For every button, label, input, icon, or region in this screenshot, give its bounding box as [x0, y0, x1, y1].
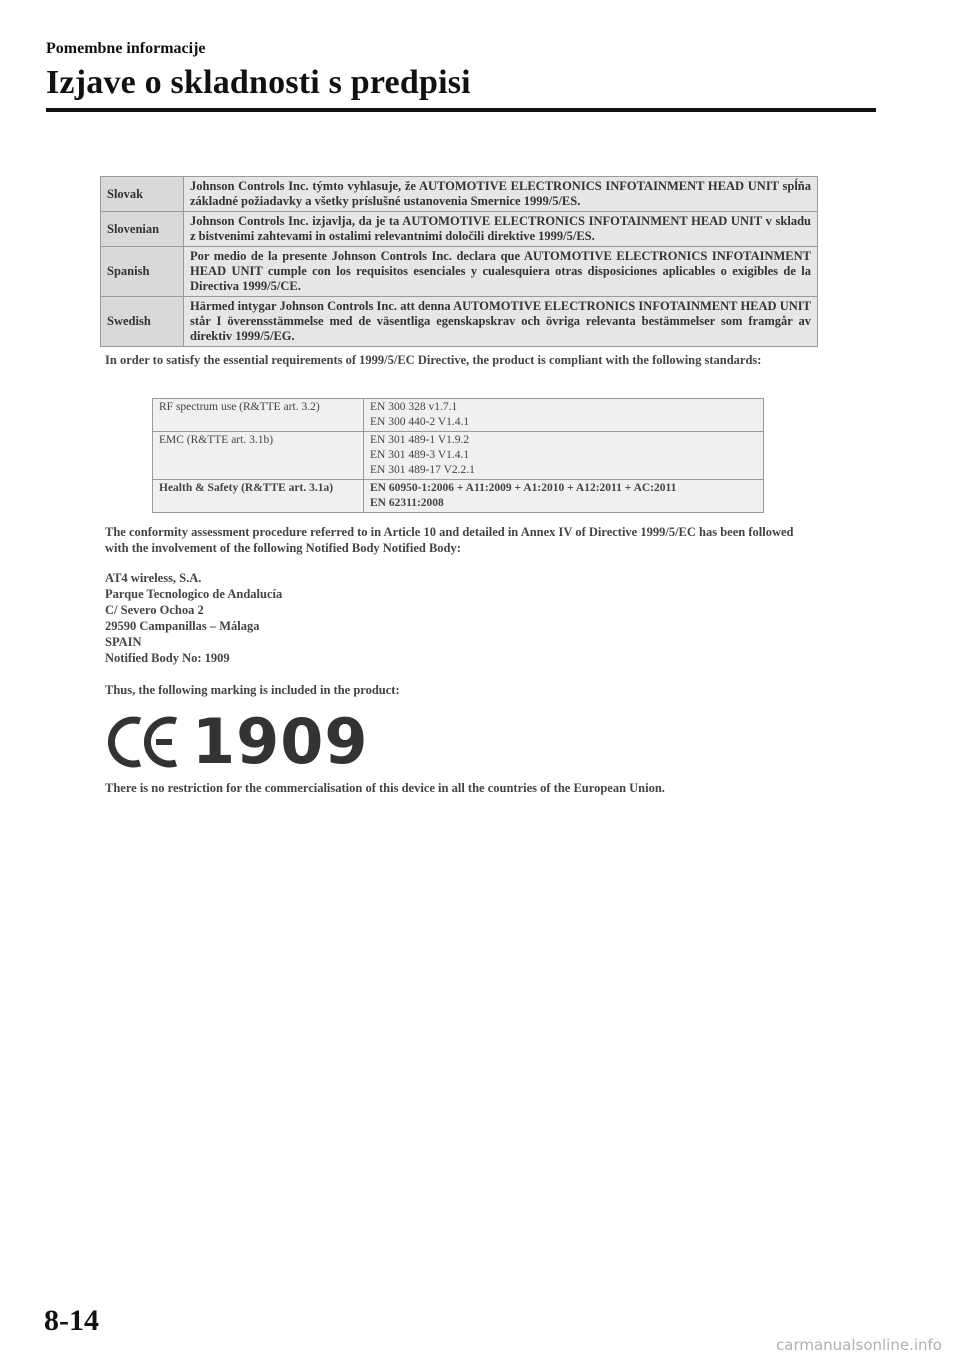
declaration-text: Johnson Controls Inc. týmto vyhlasuje, že AUTOMOTIVE ELECTRONICS INFOTAINMENT HEAD UNIT spĺňa základné požiadavky a všetky príslušné ustanovenia Smernice 1999/5/ES.	[184, 177, 818, 212]
standards-row	[153, 480, 764, 513]
declaration-text: Johnson Controls Inc. izjavlja, da je ta AUTOMOTIVE ELECTRONICS INFOTAINMENT HEAD UNIT v skladu z bistvenimi zahtevami in ostalimi relevantnimi določili direktive 1999/5/ES.	[184, 212, 818, 247]
address-line: AT4 wireless, S.A.	[105, 571, 202, 585]
standard-item: EN 60950-1:2006 + A11:2009 + A1:2010 + A12:2011 + AC:2011	[370, 482, 677, 494]
standard-item: EN 301 489-17 V2.2.1	[370, 464, 475, 476]
ce-logo-icon	[106, 712, 182, 772]
standards-table	[152, 398, 764, 513]
standards-list	[364, 480, 764, 513]
notified-body-address	[105, 570, 505, 666]
standard-item: EN 300 328 v1.7.1	[370, 401, 458, 413]
address-line: 29590 Campanillas – Málaga	[105, 619, 260, 633]
address-line: C/ Severo Ochoa 2	[105, 603, 204, 617]
declaration-language: Spanish	[101, 247, 184, 297]
conformity-text: The conformity assessment procedure referred to in Article 10 and detailed in Annex IV of Directive 1999/5/EC has been followed with the involvement of the following Notified Body Notified Body:	[105, 525, 794, 555]
standards-list	[364, 399, 764, 432]
declaration-row	[101, 247, 818, 297]
standard-item: EN 62311:2008	[370, 497, 444, 509]
standard-item: EN 300 440-2 V1.4.1	[370, 416, 470, 428]
standards-intro: In order to satisfy the essential requirements of 1999/5/EC Directive, the product is compliant with the following standards:	[105, 353, 762, 367]
declaration-text: Por medio de la presente Johnson Controls Inc. declara que AUTOMOTIVE ELECTRONICS INFOTAINMENT HEAD UNIT cumple con los requisitos esenciales y cualesquiera otras disposiciones aplicables o exigibles de la Directiva 1999/5/CE.	[184, 247, 818, 297]
declaration-language: Slovak	[101, 177, 184, 212]
declaration-row	[101, 177, 818, 212]
standards-category: Health & Safety (R&TTE art. 3.1a)	[153, 480, 364, 513]
declaration-row	[101, 212, 818, 247]
standards-category: EMC (R&TTE art. 3.1b)	[153, 432, 364, 480]
page-title: Izjave o skladnosti s predpisi	[46, 64, 471, 101]
notified-body-number: 1909	[192, 705, 369, 778]
marking-text: Thus, the following marking is included in the product:	[105, 683, 400, 697]
declaration-text: Härmed intygar Johnson Controls Inc. att denna AUTOMOTIVE ELECTRONICS INFOTAINMENT HEAD UNIT står I överensstämmelse med de väsentliga egenskapskrav och övriga relevanta bestämmelser som framgår av direktiv 1999/5/EG.	[184, 297, 818, 347]
declaration-language: Slovenian	[101, 212, 184, 247]
standards-list	[364, 432, 764, 480]
standards-row	[153, 432, 764, 480]
ce-marking	[106, 705, 369, 778]
declaration-row	[101, 297, 818, 347]
declarations-table	[100, 176, 818, 347]
standards-category: RF spectrum use (R&TTE art. 3.2)	[153, 399, 364, 432]
address-line: Notified Body No: 1909	[105, 651, 230, 665]
watermark: carmanualsonline.info	[776, 1336, 942, 1354]
title-rule	[46, 108, 876, 112]
standards-row	[153, 399, 764, 432]
address-line: Parque Tecnologico de Andalucía	[105, 587, 283, 601]
section-label: Pomembne informacije	[46, 40, 206, 57]
standard-item: EN 301 489-3 V1.4.1	[370, 449, 470, 461]
declaration-language: Swedish	[101, 297, 184, 347]
address-line: SPAIN	[105, 635, 142, 649]
standard-item: EN 301 489-1 V1.9.2	[370, 434, 470, 446]
page-number: 8-14	[44, 1304, 99, 1337]
restriction-text: There is no restriction for the commercialisation of this device in all the countries of the European Union.	[105, 781, 665, 795]
